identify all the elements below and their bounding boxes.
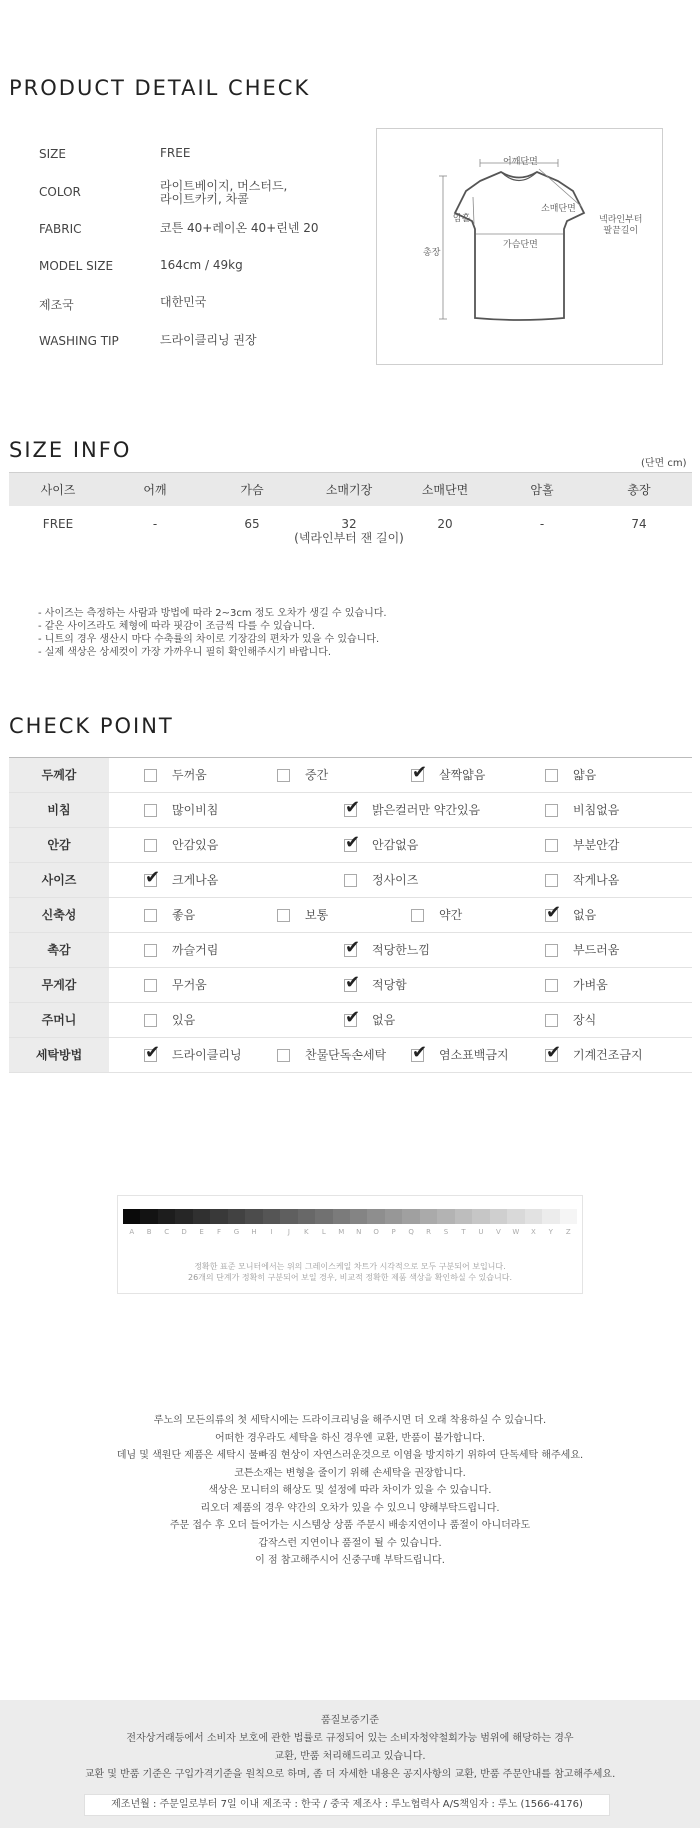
unchecked-box-icon [144,804,157,817]
check-point-row [9,1003,692,1038]
size-col-header: 소매기장 [325,483,373,497]
checkmark-icon: ✔ [412,762,428,783]
grayscale-swatch [193,1209,211,1224]
size-cell: - [152,517,158,531]
size-col-header: 사이즈 [40,483,76,497]
check-point-option-label: 염소표백금지 [439,1048,509,1062]
checkmark-icon: ✔ [345,832,361,853]
care-info [0,1412,700,1570]
check-point-option-label: 얇음 [573,768,597,782]
spec-label: WASHING TIP [39,334,119,348]
diagram-label-armhole: 암홀 [453,214,471,224]
grayscale-letter: F [217,1228,222,1236]
check-point-option-label: 적당함 [372,978,407,992]
check-point-option-label: 기계건조금지 [573,1048,643,1062]
grayscale-swatch [280,1209,298,1224]
diagram-label-sleeve-length: 넥라인부터 팔끝길이 [599,215,643,236]
check-point-label: 세탁방법 [9,1038,109,1072]
spec-value: 드라이클리닝 권장 [160,333,257,347]
grayscale-letter: M [338,1228,345,1236]
grayscale-swatch [228,1209,246,1224]
grayscale-swatch [333,1209,351,1224]
check-point-option-label: 작게나옴 [573,873,620,887]
grayscale-letter: T [461,1228,466,1236]
check-point-option-label: 무거움 [172,978,207,992]
checked-box-icon [344,1007,361,1028]
check-point-option-label: 좋음 [172,908,196,922]
unchecked-box-icon [277,1049,290,1062]
check-point-option-label: 가벼움 [573,978,608,992]
footer-line: 교환 및 반품 기준은 구입가격기준을 원칙으로 하며, 좀 더 자세한 내용은 공지사항의 교환, 반품 주문안내를 참고해주세요. [84,1769,616,1780]
unchecked-box-icon [411,909,424,922]
care-info-line: 어떠한 경우라도 세탁을 하신 경우엔 교환, 반품이 불가합니다. [214,1432,486,1444]
size-notes [38,607,387,659]
grayscale-swatch [315,1209,333,1224]
quality-footer [0,1700,700,1828]
unchecked-box-icon [545,804,558,817]
checked-box-icon [545,1042,562,1063]
grayscale-letter: A [129,1228,135,1236]
size-note: - 실제 색상은 상세컷이 가장 가까우니 필히 확인해주시기 바랍니다. [38,647,332,658]
spec-label: MODEL SIZE [39,259,114,273]
care-info-line: 주문 접수 후 오더 들어가는 시스템상 상품 주문시 배송지연이나 품절이 아니더라도 [169,1520,531,1531]
unchecked-box-icon [144,1014,157,1027]
unchecked-box-icon [545,874,558,887]
grayscale-note [118,1261,582,1283]
check-point-row [9,933,692,968]
check-point-label: 두께감 [9,758,109,792]
care-info-line: 루노의 모든의류의 첫 세탁시에는 드라이크리닝을 해주시면 더 오래 착용하실 수 있습니다. [153,1415,547,1426]
unchecked-box-icon [344,874,357,887]
check-point-option-label: 크게나옴 [172,873,219,887]
grayscale-note-line: 정확한 표준 모니터에서는 위의 그레이스케일 차트가 시각적으로 모두 구분되어 보입니다. [194,1262,506,1271]
check-point-option-label: 살짝얇음 [439,768,486,782]
grayscale-letter: I [270,1228,273,1236]
grayscale-letters [123,1228,577,1238]
spec-value: 164cm / 49kg [160,258,243,272]
unchecked-box-icon [144,769,157,782]
checked-box-icon [411,762,428,783]
unchecked-box-icon [545,769,558,782]
size-col-header: 가슴 [240,483,264,497]
grayscale-letter: C [164,1228,170,1236]
size-note: - 사이즈는 측정하는 사람과 방법에 따라 2~3cm 정도 오차가 생길 수 있습니다. [38,608,387,619]
grayscale-letter: R [426,1228,431,1236]
checkmark-icon: ✔ [546,902,562,923]
grayscale-letter: Q [408,1228,414,1236]
check-point-option-label: 약간 [439,908,463,922]
check-point-row [9,828,692,863]
grayscale-swatch [560,1209,578,1224]
check-point-title: CHECK POINT [9,714,174,738]
spec-value: FREE [160,146,191,160]
size-info-title: SIZE INFO [9,438,132,462]
care-info-line: 이 점 참고해주시어 신중구매 부탁드립니다. [255,1555,445,1566]
care-info-line: 데님 및 색원단 제품은 세탁시 물빠짐 현상이 자연스러운것으로 이염을 방지하기 위하여 단독세탁 해주세요. [116,1450,584,1461]
footer-line: 전자상거래등에서 소비자 보호에 관한 법률로 규정되어 있는 소비자청약철회가능 범위에 해당하는 경우 [126,1733,574,1744]
care-info-line: 갑작스런 지연이나 품절이 될 수 있습니다. [258,1537,442,1549]
care-info-line: 코튼소재는 변형을 줄이기 위해 손세탁을 권장합니다. [234,1467,466,1479]
spec-label: SIZE [39,147,66,161]
checked-box-icon [344,832,361,853]
size-cell: 74 [631,517,647,531]
spec-value: 라이트베이지, 머스터드, 라이트카키, 차콜 [160,179,288,206]
size-cell: 65 [244,517,260,531]
grayscale-letter: E [199,1228,204,1236]
grayscale-letter: K [304,1228,309,1236]
size-cell: 20 [437,517,453,531]
grayscale-swatch [158,1209,176,1224]
unchecked-box-icon [545,979,558,992]
unchecked-box-icon [277,769,290,782]
checkmark-icon: ✔ [345,797,361,818]
grayscale-swatch [175,1209,193,1224]
check-point-row [9,968,692,1003]
check-point-option-label: 비침없음 [573,803,620,817]
grayscale-strip [123,1209,577,1224]
unchecked-box-icon [545,839,558,852]
care-info-line: 리오더 제품의 경우 약간의 오차가 있을 수 있으니 양해부탁드립니다. [200,1502,500,1514]
care-info-line: 색상은 모니터의 해상도 및 설정에 따라 차이가 있을 수 있습니다. [208,1485,492,1496]
grayscale-letter: G [233,1228,240,1236]
unchecked-box-icon [545,944,558,957]
size-unit: (단면 cm) [641,458,687,469]
check-point-option-label: 찬물단독손세탁 [305,1048,387,1062]
detail-title: PRODUCT DETAIL CHECK [9,76,311,100]
grayscale-letter: D [181,1228,187,1236]
grayscale-swatch [402,1209,420,1224]
check-point-option-label: 부드러움 [573,943,620,957]
check-point-option-label: 보통 [305,908,329,922]
spec-label: COLOR [39,185,81,199]
spec-label: FABRIC [39,222,82,236]
grayscale-swatch [420,1209,438,1224]
size-note: - 같은 사이즈라도 체형에 따라 핏감이 조금씩 다를 수 있습니다. [38,621,315,632]
checkmark-icon: ✔ [345,972,361,993]
grayscale-letter: V [496,1228,501,1236]
check-point-row [9,863,692,898]
checkmark-icon: ✔ [345,937,361,958]
size-table-header [9,472,692,506]
grayscale-letter: U [478,1228,484,1236]
size-cell: - [539,517,545,531]
check-point-label: 촉감 [9,933,109,967]
grayscale-letter: N [356,1228,362,1236]
grayscale-letter: B [146,1228,152,1236]
check-point-option-label: 장식 [573,1013,597,1027]
check-point-option-label: 많이비침 [172,803,219,817]
check-point-row [9,758,692,793]
checked-box-icon [545,902,562,923]
check-point-row [9,793,692,828]
checked-box-icon [344,797,361,818]
grayscale-swatch [123,1209,141,1224]
grayscale-letter: L [321,1228,326,1236]
table-row [9,517,692,547]
diagram-label-length: 총장 [423,248,441,258]
grayscale-note-line: 26개의 단계가 정확히 구분되어 보일 경우, 비교적 정확한 제품 색상을 확인하실 수 있습니다. [188,1273,512,1282]
check-point-option-label: 드라이클리닝 [172,1048,242,1062]
checkmark-icon: ✔ [145,1042,161,1063]
check-point-option-label: 안감없음 [372,838,419,852]
check-point-option-label: 두꺼움 [172,768,207,782]
grayscale-swatch [350,1209,368,1224]
grayscale-letter: H [251,1228,257,1236]
grayscale-letter: O [373,1228,379,1236]
grayscale-swatch [298,1209,316,1224]
size-cell: FREE [42,517,74,531]
grayscale-swatch [210,1209,228,1224]
checkmark-icon: ✔ [345,1007,361,1028]
grayscale-swatch [140,1209,158,1224]
grayscale-swatch [385,1209,403,1224]
checkmark-icon: ✔ [412,1042,428,1063]
unchecked-box-icon [277,909,290,922]
grayscale-swatch [455,1209,473,1224]
grayscale-letter: P [391,1228,396,1236]
size-cell: 32 (넥라인부터 잰 길이) [294,517,404,545]
grayscale-swatch [542,1209,560,1224]
diagram-label-shoulder: 어깨단면 [503,157,538,167]
checked-box-icon [411,1042,428,1063]
size-col-header: 총장 [627,483,651,497]
check-point-row [9,898,692,933]
unchecked-box-icon [545,1014,558,1027]
check-point-row [9,1038,692,1073]
check-point-option-label: 정사이즈 [372,873,419,887]
unchecked-box-icon [144,909,157,922]
grayscale-letter: J [287,1228,290,1236]
size-col-header: 소매단면 [421,483,469,497]
check-point-option-label: 밝은컬러만 약간있음 [372,803,481,817]
footer-info-bar: 제조년월 : 주문일로부터 7일 이내 제조국 : 한국 / 중국 제조사 : 루노협력사 A/S책임자 : 루노 (1566-4176) [84,1794,610,1816]
size-col-header: 암홀 [530,483,554,497]
grayscale-swatch [437,1209,455,1224]
spec-value: 대한민국 [160,295,207,309]
grayscale-swatch [507,1209,525,1224]
checkmark-icon: ✔ [546,1042,562,1063]
check-point-label: 비침 [9,793,109,827]
grayscale-swatch [472,1209,490,1224]
grayscale-chart [117,1195,583,1294]
check-point-option-label: 중간 [305,768,329,782]
check-point-option-label: 없음 [573,908,597,922]
unchecked-box-icon [144,839,157,852]
footer-title: 품질보증기준 [321,1715,379,1726]
grayscale-letter: Z [565,1228,571,1236]
grayscale-letter: Y [548,1228,553,1236]
check-point-label: 주머니 [9,1003,109,1037]
check-point-option-label: 부분안감 [573,838,620,852]
footer-line: 교환, 반품 처리해드리고 있습니다. [274,1751,426,1762]
grayscale-swatch [263,1209,281,1224]
check-point-option-label: 있음 [172,1013,196,1027]
diagram-label-chest: 가슴단면 [503,240,538,250]
grayscale-letter: W [512,1228,520,1236]
checkmark-icon: ✔ [145,867,161,888]
checked-box-icon [144,867,161,888]
spec-value: 코튼 40+레이온 40+린넨 20 [160,221,319,235]
check-point-option-label: 까슬거림 [172,943,219,957]
size-col-header: 어깨 [143,483,167,497]
size-note: - 니트의 경우 생산시 마다 수축률의 차이로 기장감의 편차가 있을 수 있습니다. [38,634,380,645]
check-point-option-label: 안감있음 [172,838,219,852]
grayscale-letter: X [530,1228,536,1236]
check-point-label: 무게감 [9,968,109,1002]
check-point-option-label: 적당한느낌 [372,943,430,957]
check-point-option-label: 없음 [372,1013,396,1027]
checked-box-icon [344,937,361,958]
tshirt-diagram [376,128,663,365]
check-point-label: 사이즈 [9,863,109,897]
spec-label: 제조국 [39,298,74,312]
grayscale-swatch [367,1209,385,1224]
grayscale-letter: S [443,1228,449,1236]
grayscale-swatch [245,1209,263,1224]
grayscale-swatch [525,1209,543,1224]
unchecked-box-icon [144,979,157,992]
grayscale-swatch [490,1209,508,1224]
check-point-label: 안감 [9,828,109,862]
diagram-label-sleeve-width: 소매단면 [541,204,576,214]
checked-box-icon [344,972,361,993]
unchecked-box-icon [144,944,157,957]
checked-box-icon [144,1042,161,1063]
check-point-label: 신축성 [9,898,109,932]
